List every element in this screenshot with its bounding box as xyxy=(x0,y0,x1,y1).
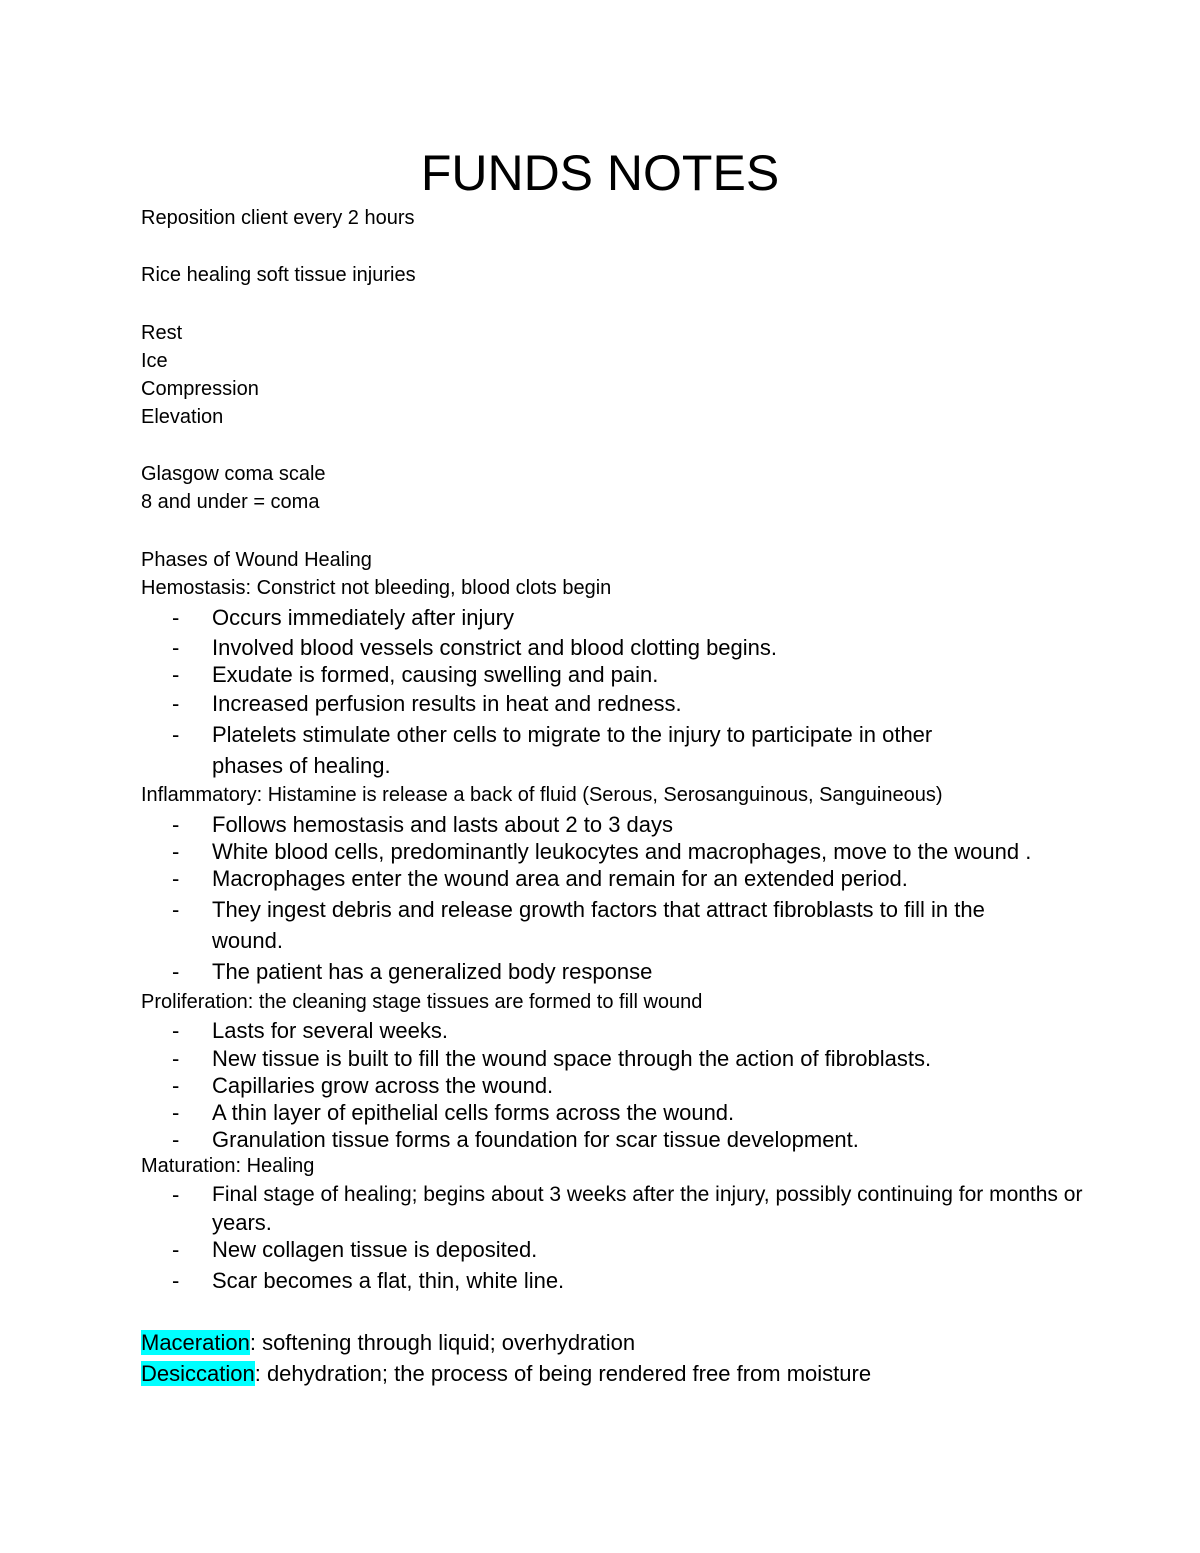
bullet-dash: - xyxy=(172,605,180,630)
glasgow-title: Glasgow coma scale xyxy=(141,463,326,485)
list-item-continuation: phases of healing. xyxy=(212,753,391,778)
maturation-heading: Maturation: Healing xyxy=(141,1155,315,1177)
bullet-dash: - xyxy=(172,691,180,716)
rice-item-compression: Compression xyxy=(141,378,259,400)
definition-text: : dehydration; the process of being rendered free from moisture xyxy=(254,1361,872,1386)
bullet-dash: - xyxy=(172,1046,180,1071)
bullet-dash: - xyxy=(172,1237,180,1262)
bullet-dash: - xyxy=(172,1073,180,1098)
bullet-dash: - xyxy=(172,839,180,864)
bullet-dash: - xyxy=(172,959,180,984)
bullet-dash: - xyxy=(172,897,180,922)
bullet-dash: - xyxy=(172,812,180,837)
page-title: FUNDS NOTES xyxy=(420,145,780,201)
proliferation-heading: Proliferation: the cleaning stage tissues are formed to fill wound xyxy=(141,991,703,1013)
reposition-note: Reposition client every 2 hours xyxy=(141,207,415,229)
bullet-dash: - xyxy=(172,722,180,747)
bullet-dash: - xyxy=(172,1268,180,1293)
list-item-continuation: years. xyxy=(212,1210,272,1235)
definition-maceration xyxy=(141,1328,635,1358)
rice-item-rest: Rest xyxy=(141,322,183,344)
bullet-dash: - xyxy=(172,1182,180,1207)
glasgow-rule: 8 and under = coma xyxy=(141,491,320,513)
rice-item-elevation: Elevation xyxy=(141,406,224,428)
document-page: FUNDS NOTES Reposition client every 2 hours Rice healing soft tissue injuries Rest Ice Compression Elevation Glasgow coma scale 8 and under = coma Phases of Wound Healing Hemostasis: Constrict not bleeding, blood clots begin - Occurs immediately after injury - Involved blood vessels constrict and blood clotting begins. - Exudate is formed, causing swelling and pain. - Increased perfusion results in heat and redness. - Platelets stimulate other cells to migrate to the injury to participate in other phases of healing. Inflammatory: Histamine is release a back of fluid (Serous, Serosanguinous, Sanguineous) - Follows hemostasis and lasts about 2 to 3 days - White blood cells, predominantly leukocytes and macrophages, move to the wound . - Macrophages enter the wound area and remain for an extended period. - They ingest debris and release growth factors that attract fibroblasts to fill in the wound. - The patient has a generalized body response Proliferation: the cleaning stage tissues are formed to fill wound - Lasts for several weeks. - New tissue is built to fill the wound space through the action of fibroblasts. - Capillaries grow across the wound. - A thin layer of epithelial cells forms across the wound. - Granulation tissue forms a foundation for scar tissue development. Maturation: Healing - Final stage of healing; begins about 3 weeks after the injury, possibly continuing for months or years. - New collagen tissue is deposited. - Scar becomes a flat, thin, white line. Maceration: softening through liquid; overhydration Desiccation: dehydration; the process of being rendered free from moisture xyxy=(0,0,1200,1553)
wound-heading: Phases of Wound Healing xyxy=(141,549,372,571)
bullet-dash: - xyxy=(172,662,180,687)
bullet-dash: - xyxy=(172,635,180,660)
rice-heading: Rice healing soft tissue injuries xyxy=(141,264,416,286)
rice-item-ice: Ice xyxy=(141,350,168,372)
definition-text: : softening through liquid; overhydration xyxy=(249,1330,636,1355)
bullet-dash: - xyxy=(172,1018,180,1043)
bullet-dash: - xyxy=(172,1127,180,1152)
highlighted-term: Desiccation xyxy=(141,1361,255,1386)
inflammatory-heading: Inflammatory: Histamine is release a back of fluid (Serous, Serosanguinous, Sanguineous) xyxy=(141,784,943,806)
bullet-dash: - xyxy=(172,866,180,891)
hemostasis-heading: Hemostasis: Constrict not bleeding, blood clots begin xyxy=(141,577,612,599)
definition-desiccation xyxy=(141,1359,871,1389)
highlighted-term: Maceration xyxy=(141,1330,250,1355)
list-item-continuation: wound. xyxy=(212,928,283,953)
bullet-dash: - xyxy=(172,1100,180,1125)
